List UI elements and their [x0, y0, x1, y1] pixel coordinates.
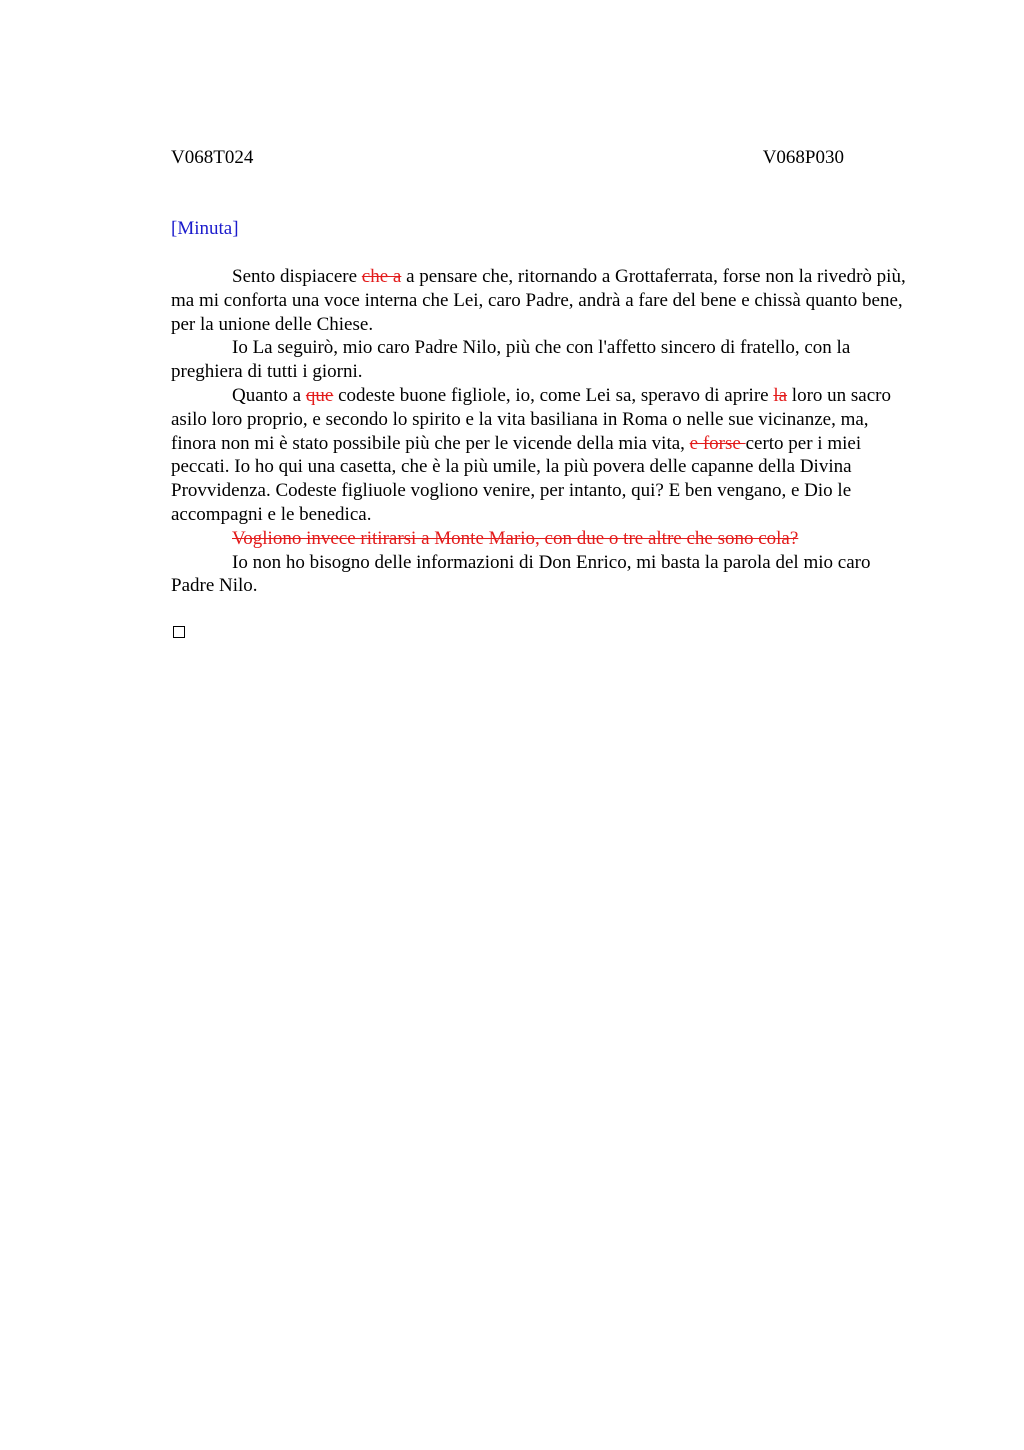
page-code-right: V068P030	[762, 147, 844, 168]
paragraph-1-text-a: Sento dispiacere	[232, 266, 362, 287]
paragraph-3-text-a: Quanto a	[232, 384, 306, 406]
deleted-text: e forse	[689, 432, 746, 454]
paragraph-1	[171, 265, 911, 336]
document-page	[171, 0, 911, 1450]
paragraph-4	[171, 527, 911, 551]
paragraph-2-text-a: Io La seguirò, mio caro Padre Nilo, più che con l'affetto sincero di fratello, con la preghiera di tutti i giorni.	[171, 337, 851, 383]
paragraph-3-text-b: codeste buone figliole, io, come Lei sa, speravo di aprire	[333, 384, 774, 406]
square-outline-icon	[173, 626, 185, 638]
paragraph-3-text-d: certo per i miei peccati. Io ho qui una casetta, che è la più umile, la più povera delle capanne della Divina Provvidenza. Codeste figliuole vogliono venire, per intanto, qui? E ben vengano, e Dio le accompagni e le benedica.	[171, 432, 862, 525]
paragraph-5-text-a: Io non ho bisogno delle informazioni di Don Enrico, mi basta la parola del mio caro Padre Nilo.	[171, 551, 871, 597]
deleted-text: que	[305, 384, 334, 406]
paragraph-5	[171, 551, 911, 599]
paragraph-3-text-c: loro un sacro asilo loro proprio, e secondo lo spirito e la vita basiliana in Roma o nelle sue vicinanze, ma, finora non mi è stato possibile più che per le vicende della mia vita,	[171, 384, 891, 454]
document-code-left: V068T024	[171, 147, 254, 168]
letter-body	[171, 265, 911, 598]
deleted-line: Vogliono invece ritirarsi a Monte Mario, con due o tre altre che sono cola?	[232, 527, 799, 549]
paragraph-2	[171, 336, 911, 384]
document-header	[171, 146, 844, 170]
paragraph-3	[171, 384, 911, 527]
deleted-text: la	[773, 384, 788, 406]
minuta-label: [Minuta]	[171, 218, 239, 239]
paragraph-1-text-b: a pensare che, ritornando a Grottaferrata, forse non la rivedrò più, ma mi conforta una voce interna che Lei, caro Padre, andrà a fare del bene e chissà quanto bene, per la unione delle Chiese.	[171, 266, 906, 335]
deleted-text: che a	[361, 266, 402, 287]
